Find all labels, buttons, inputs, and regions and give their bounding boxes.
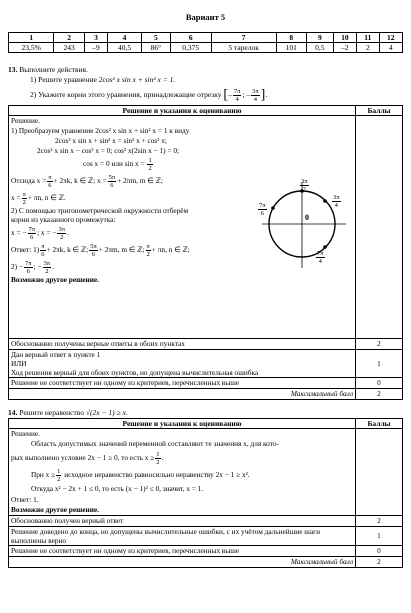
- task14-solution-table: [8, 418, 403, 568]
- task13-item1-prefix: 1) Решите уравнение: [30, 75, 97, 84]
- task13-number: 13.: [8, 65, 18, 74]
- answer-value: 101: [276, 43, 306, 53]
- criterion-text: Дан верный ответ в пункте 1 ИЛИ Ход решения верный для обоих пунктов, но допущена вычислительная ошибка: [9, 350, 356, 378]
- fraction-denominator: 2: [146, 250, 150, 258]
- criterion-row: [9, 527, 403, 546]
- max-score-row: [9, 557, 403, 568]
- answer-number: 2: [54, 33, 84, 43]
- answers-value-row: [9, 43, 403, 53]
- fraction: [108, 174, 117, 189]
- point: [323, 199, 327, 203]
- solution-label: Решение.: [11, 429, 40, 439]
- task13-solution-table: [8, 105, 403, 400]
- solution-line: рых выполнено условие 2x − 1 ≥ 0, то есть x ≥ $\frac{1}{2}$ .: [11, 451, 164, 467]
- criterion-points: 1: [356, 350, 403, 378]
- solution-text: + πn, n ∈ ℤ.: [27, 193, 66, 203]
- fraction-denominator: 4: [334, 202, 338, 210]
- task13-item1-equation: 2cos² x sin x + sin² x = 1.: [98, 75, 176, 84]
- fraction: [155, 451, 160, 466]
- fraction-numerator: 3π: [333, 194, 340, 202]
- answer-value: –9: [84, 43, 107, 53]
- task14-number: 14.: [8, 408, 18, 418]
- criterion-points: 0: [356, 546, 403, 557]
- task14-solution-row: [9, 429, 403, 516]
- answer-value: 4: [379, 43, 402, 53]
- answer-value: 23,5%: [9, 43, 54, 53]
- task14-points-empty: [356, 429, 403, 516]
- fraction-denominator: 4: [318, 258, 322, 266]
- answer-number: 10: [333, 33, 356, 43]
- task13-solution-cell: [9, 116, 356, 339]
- answer-number: 7: [211, 33, 276, 43]
- solution-text: 2) −: [11, 262, 24, 272]
- fraction-denominator: 6: [48, 181, 52, 189]
- task13-solution-row: [9, 116, 403, 339]
- answer-value: 243: [54, 43, 84, 53]
- fraction-numerator: 1: [57, 468, 61, 476]
- criterion-text: Решение не соответствует ни одному из критериев, перечисленных выше: [9, 546, 356, 557]
- solution-text: Ответ: 1): [11, 245, 40, 255]
- fraction-denominator: 2: [45, 267, 49, 275]
- fraction-denominator: 2: [60, 233, 64, 241]
- answer-number: 6: [170, 33, 211, 43]
- fraction-numerator: π: [22, 190, 26, 198]
- circle-label-left: [258, 202, 267, 217]
- fraction-denominator: 6: [110, 181, 114, 189]
- fraction-numerator: π: [48, 173, 52, 181]
- fraction-denominator: 2: [302, 186, 306, 194]
- solution-text: + 2πk, k ∈ ℤ; x =: [53, 176, 107, 186]
- solution-text: + 2πk, k ∈ ℤ;: [46, 245, 89, 255]
- fraction: [22, 191, 27, 206]
- task13-item2: 2) Укажите корни этого уравнения, принадлежащие отрезку [– $\frac{7\pi}{4}$ ; – $\frac{3\pi}{4}$ ].: [30, 87, 268, 103]
- max-score-row: [9, 389, 403, 400]
- fraction-denominator: 2: [148, 165, 152, 173]
- fraction: [24, 260, 33, 275]
- fraction: [251, 88, 260, 103]
- fraction: [40, 243, 45, 258]
- solution-text: .: [52, 262, 54, 272]
- solution-text: x = −: [11, 228, 27, 238]
- fraction-numerator: π: [41, 242, 45, 250]
- solution-text: + 2πm, m ∈ ℤ;: [117, 176, 163, 186]
- fraction: [233, 88, 242, 103]
- solution-text: ; x = −: [37, 228, 57, 238]
- task13-points-empty: [356, 116, 403, 339]
- solution-text: + πn, n ∈ ℤ;: [151, 245, 190, 255]
- solution-label: Решение.: [11, 116, 40, 126]
- other-solution-note: Возможно другое решение.: [11, 275, 99, 285]
- answers-table: [8, 32, 403, 53]
- criterion-row: [9, 546, 403, 557]
- task13-item2-prefix: 2) Укажите корни этого уравнения, принадлежащие отрезку: [30, 90, 222, 99]
- fraction: [56, 468, 61, 483]
- answer-number: 8: [276, 33, 306, 43]
- other-solution-note: Возможно другое решение.: [11, 505, 99, 515]
- solution-text: .: [67, 228, 69, 238]
- criterion-row: [9, 350, 403, 378]
- criterion-points: 2: [356, 339, 403, 350]
- answers-header-row: [9, 33, 403, 43]
- solution-line: [11, 156, 353, 172]
- criterion-row: [9, 516, 403, 527]
- fraction-numerator: 7π: [259, 202, 266, 210]
- solution-text: Отсюда x =: [11, 176, 47, 186]
- task14-text: Решите неравенство: [19, 408, 85, 418]
- point: [323, 245, 327, 249]
- fraction-numerator: 5π: [108, 173, 116, 181]
- fraction-numerator: 3π: [43, 259, 51, 267]
- fraction-denominator: 6: [30, 233, 34, 241]
- answer-value: 5 тарелок: [211, 43, 276, 53]
- answer-value: 0,375: [170, 43, 211, 53]
- criterion-points: 0: [356, 378, 403, 389]
- fraction-denominator: 6: [260, 210, 264, 218]
- answer-value: 2: [357, 43, 380, 53]
- answer-number: 11: [357, 33, 380, 43]
- fraction-numerator: 3π: [58, 225, 66, 233]
- solution-text: cos x = 0 или sin x =: [83, 159, 145, 169]
- solution-text: + 2πm, m ∈ ℤ;: [98, 245, 145, 255]
- criterion-text: Обоснованно получен верный ответ: [9, 516, 356, 527]
- solution-line: 2) С помощью тригонометрической окружности отберём: [11, 206, 189, 216]
- criterion-points: 2: [356, 516, 403, 527]
- page: [8, 0, 403, 568]
- task13-heading: [8, 65, 403, 74]
- fraction-denominator: 4: [253, 95, 257, 103]
- task14-solution-cell: [9, 429, 356, 516]
- fraction-denominator: 6: [41, 250, 45, 258]
- answer-value: 40,5: [108, 43, 142, 53]
- origin-label: 0: [305, 213, 309, 223]
- task13-th-solution: Решение и указания к оцениванию: [9, 106, 356, 116]
- task13-item1: [8, 74, 403, 86]
- fraction-numerator: 1: [148, 157, 152, 165]
- criterion-text: Обоснованно получены верные ответы в обоих пунктах: [9, 339, 356, 350]
- task14-inequality: √(2x − 1) ≥ x.: [85, 408, 128, 418]
- fraction-numerator: π: [146, 242, 150, 250]
- task14-th-points: Баллы: [356, 419, 403, 429]
- fraction: [147, 157, 152, 172]
- solution-line: 2cos² x sin x − cos² x = 0; cos² x(2sin x − 1) = 0;: [37, 146, 179, 156]
- circle-label-right: [332, 194, 341, 209]
- point: [271, 206, 275, 210]
- fraction: [146, 243, 151, 258]
- answer-line: Ответ: 1.: [11, 495, 39, 505]
- answer-number: 5: [141, 33, 170, 43]
- fraction-numerator: 7π: [233, 87, 241, 95]
- fraction: [28, 226, 37, 241]
- bracket-open: [: [223, 87, 229, 103]
- criterion-text: Решение доведено до конца, но допущены вычислительные ошибки, с их учётом дальнейшие шаги выполнены верно: [9, 527, 356, 546]
- answer-number: 3: [84, 33, 107, 43]
- fraction-numerator: 7π: [317, 250, 324, 258]
- solution-line: Откуда x² − 2x + 1 ≤ 0, то есть (x − 1)² ≤ 0, значит, x = 1.: [31, 484, 204, 494]
- separator: ; –: [242, 90, 251, 99]
- solution-line: корни из указанного промежутка:: [11, 215, 116, 225]
- max-score-label: Максимальный балл: [9, 389, 356, 400]
- answer-number: 9: [306, 33, 333, 43]
- fraction-numerator: 7π: [25, 259, 32, 267]
- solution-text: исходное неравенство равносильно неравенству 2x − 1 ≥ x².: [62, 470, 250, 480]
- solution-text: При x ≥: [31, 470, 56, 480]
- fraction-numerator: 5π: [90, 242, 97, 250]
- answer-value: –2: [333, 43, 356, 53]
- page-title: Вариант 5: [185, 12, 226, 22]
- criterion-points: 1: [356, 527, 403, 546]
- circle-label-bottom: [316, 250, 325, 265]
- fraction-denominator: 2: [57, 476, 61, 484]
- answer-number: 4: [108, 33, 142, 43]
- solution-text: ; −: [33, 262, 42, 272]
- fraction-denominator: 6: [26, 267, 30, 275]
- task14-th-solution: Решение и указания к оцениванию: [9, 419, 356, 429]
- answer-number: 1: [9, 33, 54, 43]
- task14-heading: [8, 408, 403, 417]
- criterion-text: Решение не соответствует ни одному из критериев, перечисленных выше: [9, 378, 356, 389]
- fraction-denominator: 4: [235, 95, 239, 103]
- solution-text: x =: [11, 193, 21, 203]
- solution-line: [11, 466, 353, 483]
- fraction-denominator: 2: [22, 198, 26, 206]
- solution-line: 2cos² x sin x + sin² x = sin² x + cos² x;: [55, 136, 167, 146]
- fraction-numerator: 1: [156, 451, 160, 459]
- fraction: [43, 260, 52, 275]
- fraction: [89, 243, 98, 258]
- answer-number: 12: [379, 33, 402, 43]
- bracket-close: ]: [260, 87, 266, 103]
- fraction: [47, 174, 52, 189]
- max-score-label: Максимальный балл: [9, 557, 356, 568]
- max-score-value: 2: [356, 557, 403, 568]
- solution-line: Область допустимых значений переменной составляют те значения x, для кото-: [31, 439, 279, 449]
- fraction: [57, 226, 66, 241]
- answer-value: 0,5: [306, 43, 333, 53]
- criterion-row: [9, 339, 403, 350]
- fraction-numerator: 3π: [301, 178, 308, 186]
- fraction-numerator: 3π: [252, 87, 259, 95]
- circle-label-top: [300, 178, 309, 193]
- task13-th-points: Баллы: [356, 106, 403, 116]
- solution-text: рых выполнено условие 2x − 1 ≥ 0, то есть x ≥: [11, 453, 155, 463]
- fraction-denominator: 2: [156, 459, 160, 467]
- criterion-row: [9, 378, 403, 389]
- fraction-denominator: 6: [91, 250, 96, 258]
- max-score-value: 2: [356, 389, 403, 400]
- solution-line: 1) Преобразуем уравнение 2cos² x sin x + sin² x = 1 к виду: [11, 126, 190, 136]
- task13-text: Выполните действия.: [19, 65, 88, 74]
- answer-value: 86°: [141, 43, 170, 53]
- task14-table-header: [9, 419, 403, 429]
- fraction-numerator: 7π: [28, 225, 36, 233]
- task13-table-header: [9, 106, 403, 116]
